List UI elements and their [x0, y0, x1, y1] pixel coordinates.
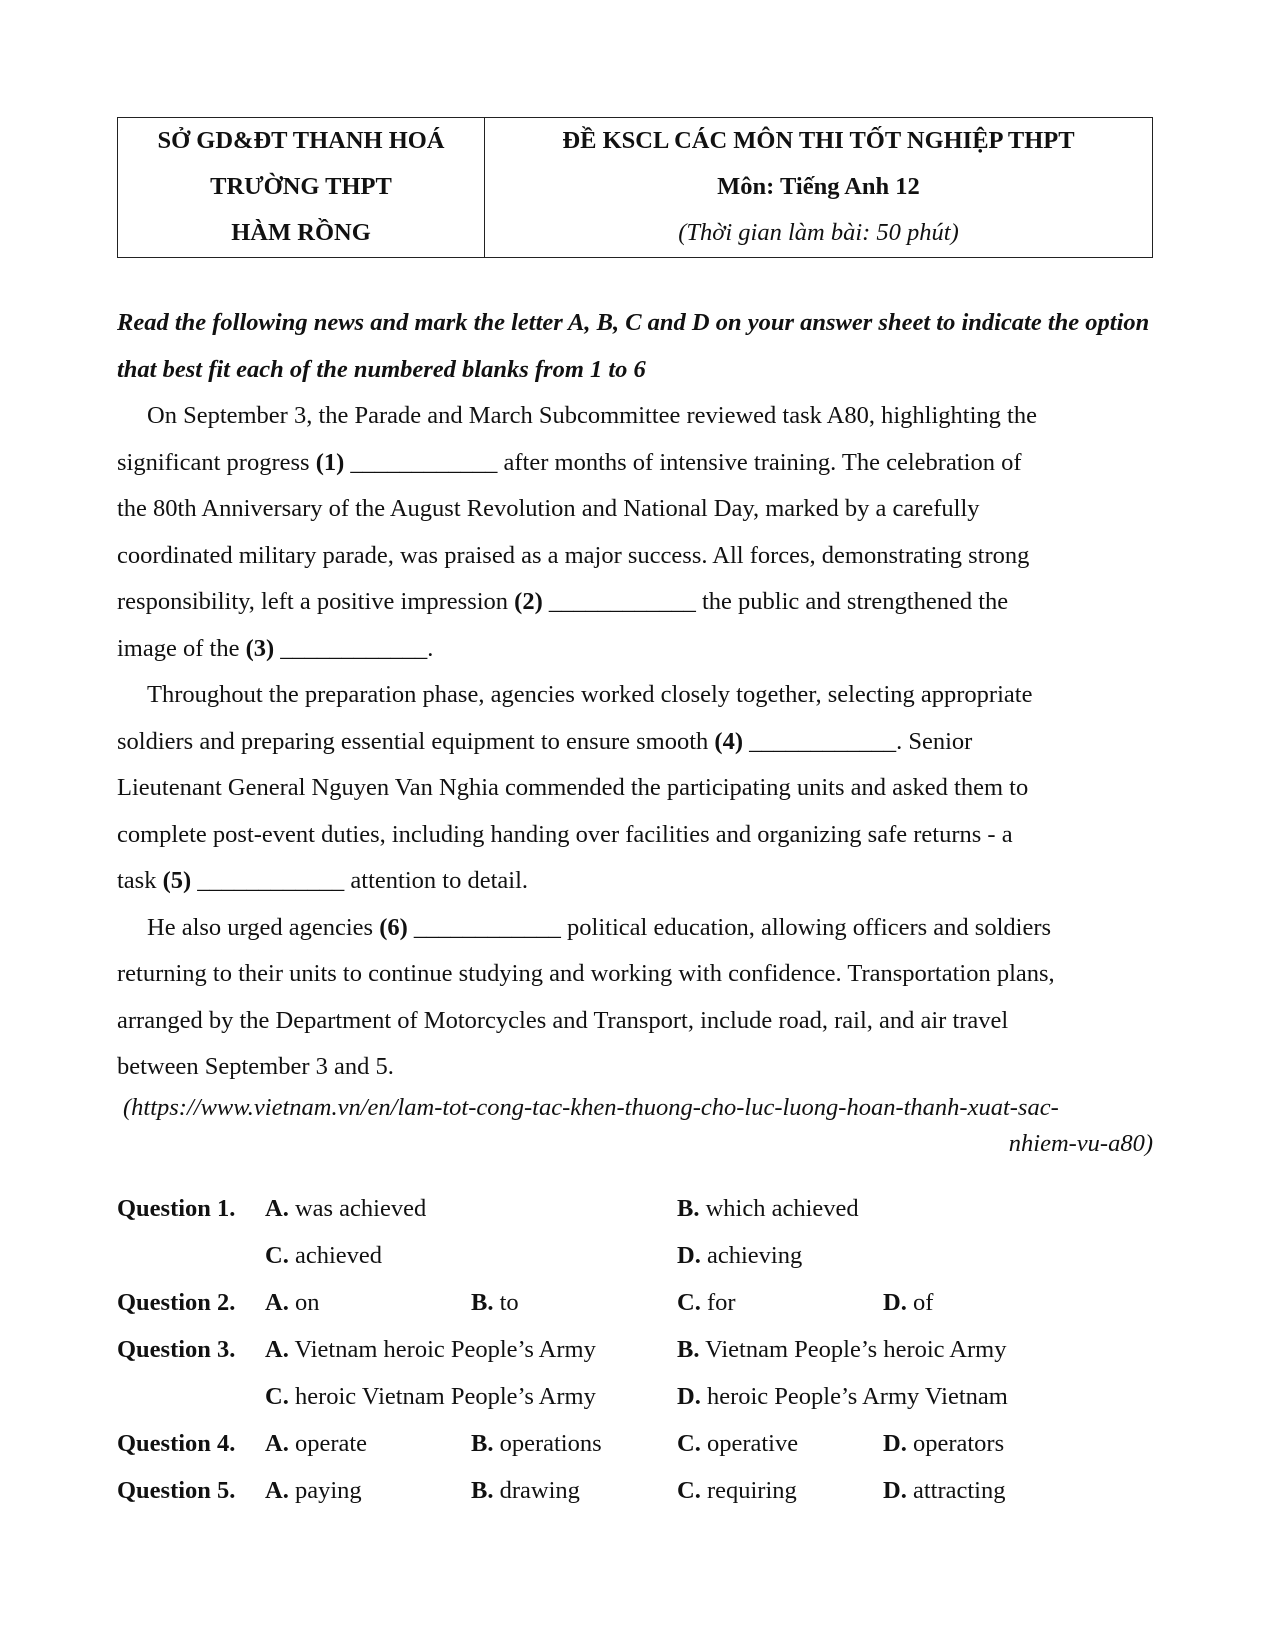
passage-text: . Senior [896, 727, 973, 755]
passage-text: responsibility, left a positive impression [117, 588, 515, 615]
option-text: which achieved [705, 1195, 859, 1222]
option-a[interactable] [265, 1467, 362, 1514]
option-letter: B. [471, 1477, 494, 1504]
blank-5: ____________ [197, 867, 345, 894]
option-letter: B. [471, 1289, 494, 1316]
passage-line [117, 719, 1153, 766]
passage-text: image of the [117, 634, 246, 662]
option-text: requiring [706, 1477, 797, 1504]
passage-line [117, 440, 1153, 487]
option-text: Vietnam heroic People’s Army [294, 1336, 596, 1363]
source-url-line-2: nhiem-vu-a80) [1008, 1130, 1153, 1157]
blank-number: (3) [245, 634, 275, 662]
question-label: Question 4. [117, 1430, 236, 1457]
option-c[interactable] [677, 1279, 736, 1326]
passage-line: On September 3, the Parade and March Subcommittee reviewed task A80, highlighting the [147, 402, 1037, 429]
passage-text: . [427, 634, 434, 662]
question-row [117, 1467, 1153, 1514]
instruction-text: Read the following news and mark the letter A, B, C and D on your answer sheet to indicate the option that best fit each of the numbered blanks from 1 to 6 [117, 309, 1150, 383]
option-text: paying [294, 1477, 362, 1504]
question-label: Question 5. [117, 1477, 236, 1504]
passage-line: returning to their units to continue studying and working with confidence. Transportation plans, [117, 960, 1055, 987]
passage-line [117, 905, 1153, 952]
option-letter: B. [677, 1336, 700, 1363]
passage-line: between September 3 and 5. [117, 1053, 394, 1080]
option-letter: C. [677, 1477, 701, 1504]
passage-line: coordinated military parade, was praised as a major success. All forces, demonstrating strong [117, 541, 1030, 569]
option-letter: A. [265, 1336, 289, 1363]
option-b[interactable] [471, 1420, 602, 1467]
reading-passage [117, 393, 1153, 1091]
option-d[interactable] [883, 1279, 933, 1326]
question-row [117, 1185, 1153, 1232]
option-letter: A. [265, 1195, 289, 1222]
question-row-continued [117, 1373, 1153, 1420]
question-row [117, 1326, 1153, 1373]
source-url-line-1: (https://www.vietnam.vn/en/lam-tot-cong-tac-khen-thuong-cho-luc-luong-hoan-thanh-xuat-sac- [123, 1094, 1059, 1121]
option-letter: A. [265, 1430, 289, 1457]
passage-text: significant progress [117, 448, 316, 476]
blank-1: ____________ [350, 448, 498, 476]
option-c[interactable] [265, 1232, 382, 1279]
passage-text: soldiers and preparing essential equipment to ensure smooth [117, 727, 715, 755]
option-c[interactable] [677, 1420, 798, 1467]
option-b[interactable] [471, 1467, 580, 1514]
question-label: Question 2. [117, 1289, 236, 1316]
option-b[interactable] [471, 1279, 519, 1326]
blank-3: ____________ [280, 634, 428, 662]
option-text: achieving [706, 1242, 803, 1269]
option-text: operations [499, 1430, 602, 1457]
blank-6: ____________ [413, 913, 561, 941]
option-letter: A. [265, 1289, 289, 1316]
passage-text: the public and strengthened the [695, 588, 1009, 615]
option-text: was achieved [294, 1195, 427, 1222]
passage-text: attention to detail. [344, 867, 528, 894]
blank-2: ____________ [548, 588, 696, 615]
option-text: operative [706, 1430, 799, 1457]
passage-line: the 80th Anniversary of the August Revolution and National Day, marked by a carefully [117, 495, 980, 522]
question-row-continued [117, 1232, 1153, 1279]
option-text: Vietnam People’s heroic Army [705, 1336, 1007, 1363]
question-label: Question 3. [117, 1336, 236, 1363]
passage-line: complete post-event duties, including handing over facilities and organizing safe returns - a [117, 820, 1013, 848]
option-text: drawing [499, 1477, 580, 1504]
exam-subject: Môn: Tiếng Anh 12 [717, 173, 920, 200]
option-letter: C. [265, 1383, 289, 1410]
option-text: attracting [912, 1477, 1006, 1504]
option-d[interactable] [883, 1467, 1005, 1514]
passage-line [117, 579, 1153, 626]
option-d[interactable] [677, 1373, 1008, 1420]
blank-number: (2) [514, 588, 543, 615]
option-letter: D. [883, 1289, 907, 1316]
option-letter: D. [883, 1430, 907, 1457]
school-type: TRƯỜNG THPT [210, 173, 392, 200]
blank-number: (1) [315, 448, 345, 476]
option-letter: B. [471, 1430, 494, 1457]
option-letter: A. [265, 1477, 289, 1504]
option-a[interactable] [265, 1326, 596, 1373]
option-text: to [499, 1289, 519, 1316]
option-b[interactable] [677, 1326, 1006, 1373]
passage-text: after months of intensive training. The celebration of [497, 448, 1022, 476]
option-text: of [912, 1289, 934, 1316]
option-letter: C. [677, 1430, 701, 1457]
option-a[interactable] [265, 1420, 367, 1467]
blank-number: (4) [714, 727, 743, 755]
option-letter: C. [265, 1242, 289, 1269]
passage-line: Throughout the preparation phase, agencies worked closely together, selecting appropriate [147, 681, 1033, 708]
option-text: operators [912, 1430, 1005, 1457]
passage-text: task [117, 867, 163, 894]
school-info [118, 118, 485, 257]
question-row [117, 1420, 1153, 1467]
question-row [117, 1279, 1153, 1326]
exam-header-table [117, 117, 1153, 258]
option-text: operate [294, 1430, 368, 1457]
passage-line [117, 626, 1153, 673]
passage-line [117, 858, 1153, 905]
option-text: on [294, 1289, 320, 1316]
option-d[interactable] [883, 1420, 1004, 1467]
question-label: Question 1. [117, 1195, 236, 1222]
option-text: heroic Vietnam People’s Army [294, 1383, 596, 1410]
option-a[interactable] [265, 1279, 319, 1326]
passage-line: arranged by the Department of Motorcycles and Transport, include road, rail, and air travel [117, 1006, 1009, 1034]
department-name: SỞ GD&ĐT THANH HOÁ [157, 127, 445, 154]
option-text: for [706, 1289, 736, 1316]
option-letter: C. [677, 1289, 701, 1316]
option-b[interactable] [677, 1185, 859, 1232]
option-c[interactable] [265, 1373, 596, 1420]
option-letter: D. [677, 1383, 701, 1410]
school-name: HÀM RỒNG [231, 219, 371, 246]
option-text: achieved [294, 1242, 383, 1269]
option-c[interactable] [677, 1467, 797, 1514]
passage-text: He also urged agencies [147, 913, 380, 941]
passage-text: political education, allowing officers and soldiers [560, 913, 1052, 941]
option-text: heroic People’s Army Vietnam [706, 1383, 1008, 1410]
exam-duration: (Thời gian làm bài: 50 phút) [678, 219, 959, 246]
option-letter: D. [677, 1242, 701, 1269]
exam-info [485, 118, 1152, 257]
option-letter: B. [677, 1195, 700, 1222]
blank-number: (6) [379, 913, 408, 941]
blank-number: (5) [162, 867, 192, 894]
questions-list [117, 1185, 1153, 1514]
source-citation [117, 1090, 1153, 1162]
blank-4: ____________ [749, 727, 897, 755]
option-d[interactable] [677, 1232, 802, 1279]
option-letter: D. [883, 1477, 907, 1504]
option-a[interactable] [265, 1185, 426, 1232]
passage-line: Lieutenant General Nguyen Van Nghia commended the participating units and asked them to [117, 774, 1029, 801]
exam-title: ĐỀ KSCL CÁC MÔN THI TỐT NGHIỆP THPT [562, 127, 1075, 154]
